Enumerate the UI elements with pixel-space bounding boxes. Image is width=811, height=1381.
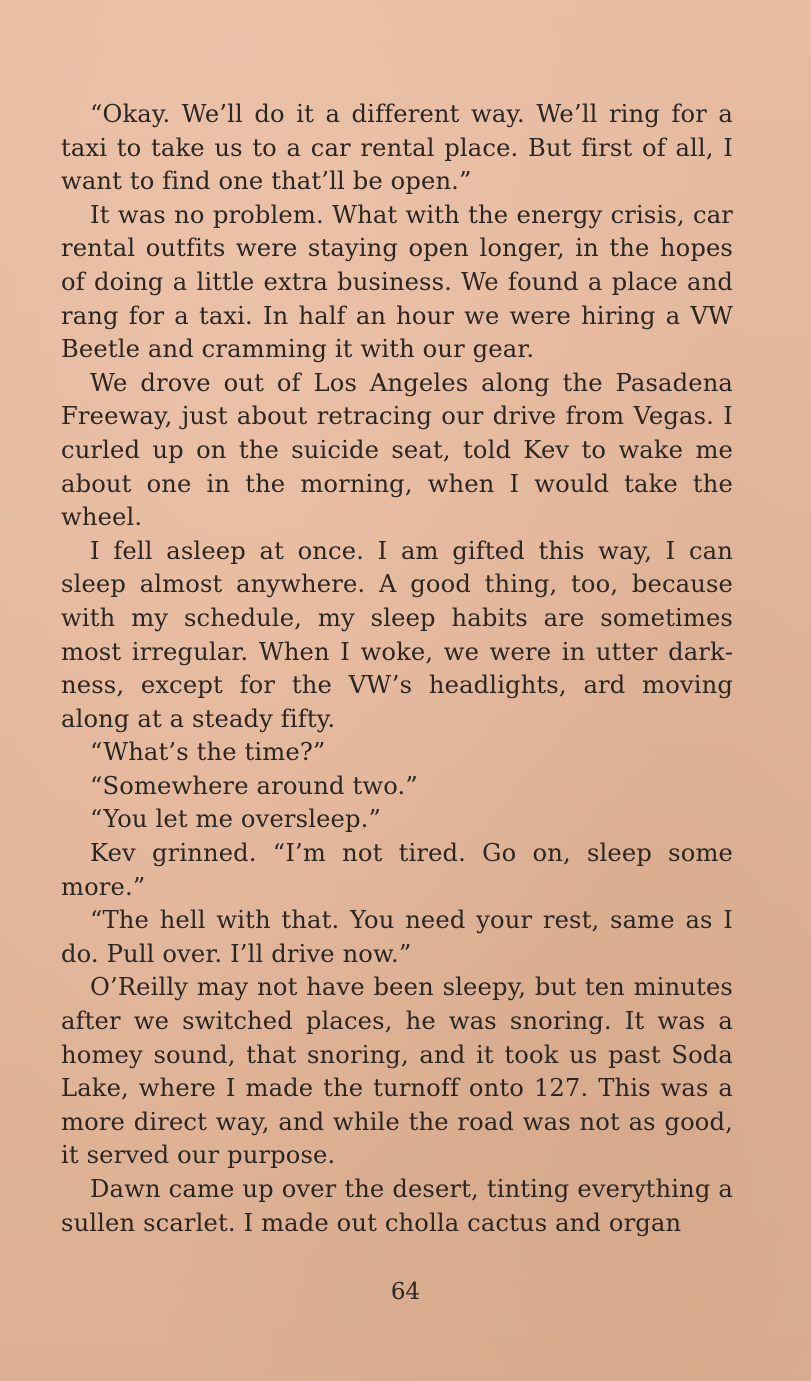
body-text [61,98,733,1240]
paragraph-3: We drove out of Los Angeles along the Pasadena Freeway, just about retracing our drive from Vegas. I curled up on the suicide seat, told Kev to wake me about one in the morning, when I would take the wheel. [61,368,733,532]
paragraph-1: “Okay. We’ll do it a different way. We’ll ring for a taxi to take us to a car rental place. But first of all, I want to find one that’ll be open.” [61,100,733,196]
paragraph-10: O’Reilly may not have been sleepy, but ten minutes after we switched places, he was snoring. It was a homey sound, that snoring, and it took us past Soda Lake, where I made the turnoff onto 127. This was a more direct way, and while the road was not as good, it served our purpose. [61,973,733,1170]
paragraph-6: “Somewhere around two.” [90,771,418,800]
paragraph-8: Kev grinned. “I’m not tired. Go on, sleep some more.” [61,839,733,901]
paragraph-7: “You let me oversleep.” [90,805,381,834]
paragraph-4: I fell asleep at once. I am gifted this way, I can sleep almost anywhere. A good thing, too, because with my schedule, my sleep habits are sometimes most irregular. When I woke, we were in utter darkness, except for the VW’s headlights, ard moving along at a steady fifty. [61,536,733,733]
paragraph-5: “What’s the time?” [90,738,326,767]
page-number: 64 [390,1279,421,1305]
paragraph-2: It was no problem. What with the energy crisis, car rental outfits were staying open longer, in the hopes of doing a little extra business. We found a place and rang for a taxi. In half an hour we were hiring a VW Beetle and cramming it with our gear. [61,200,733,364]
paragraph-11: Dawn came up over the desert, tinting everything a sullen scarlet. I made out cholla cactus and organ [61,1175,733,1237]
paragraph-9: “The hell with that. You need your rest, same as I do. Pull over. I’ll drive now.” [61,906,733,968]
